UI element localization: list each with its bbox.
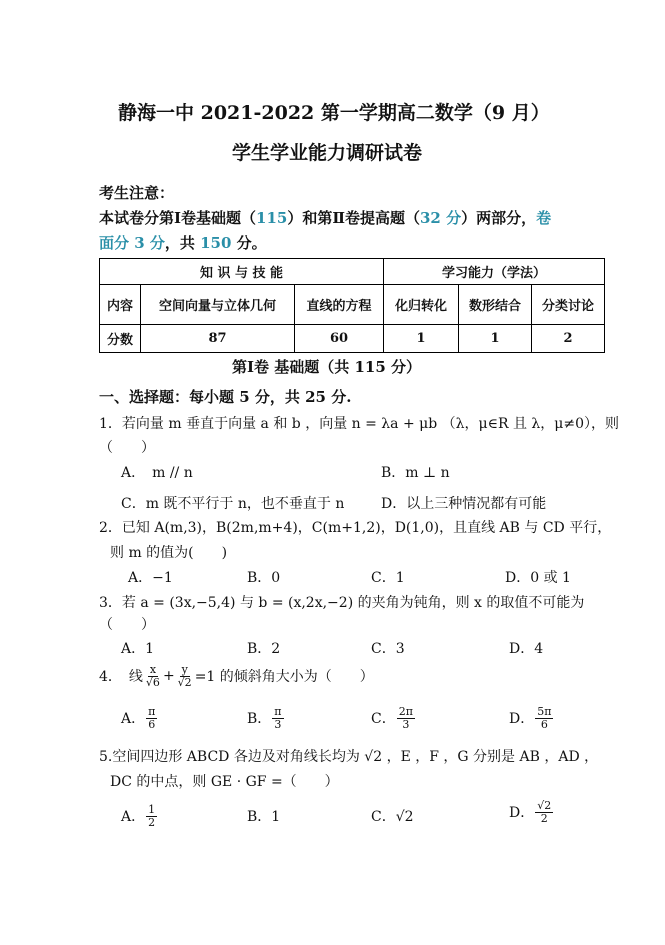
fraction-denominator: 3 xyxy=(402,717,410,731)
fraction-numerator: π xyxy=(274,705,282,718)
table-group-header: 知 识 与 技 能 xyxy=(100,259,384,285)
question-4-option-a xyxy=(121,706,158,730)
question-1-option-a: A． m // n xyxy=(121,465,193,481)
question-3-option-a: A．1 xyxy=(121,641,155,657)
notice-highlight: 32 分 xyxy=(420,209,462,227)
question-3-stem: 3．若 a = (3x,−5,4) 与 b = (x,2x,−2) 的夹角为钝角，则 x 的取值不可能为 xyxy=(99,595,585,611)
table-cell: 1 xyxy=(384,325,459,353)
table-column-header: 数形结合 xyxy=(459,285,532,325)
question-2-stem-cont: 则 m 的值为( ) xyxy=(110,545,228,561)
question-1-option-b: B．m ⊥ n xyxy=(381,465,450,481)
question-4-option-b xyxy=(247,706,285,730)
question-2-option-a: A．−1 xyxy=(128,570,173,586)
question-4-option-c xyxy=(371,706,416,730)
question-5-stem: 5.空间四边形 ABCD 各边及对角线长均为 √2 ，E ，F ，G 分别是 AB ，AD ， xyxy=(99,749,599,765)
fraction-numerator: 2π xyxy=(398,705,413,718)
fraction xyxy=(146,804,157,828)
notice-highlight: 150 xyxy=(200,234,232,252)
notice-heading: 考生注意： xyxy=(99,184,175,202)
fraction-numerator: 5π xyxy=(537,705,552,718)
table-cell: 87 xyxy=(141,325,295,353)
part-heading: 一、选择题：每小题 5 分，共 25 分. xyxy=(99,388,352,406)
question-4-text: =1 的倾斜角大小为（ ） xyxy=(194,669,374,686)
fraction xyxy=(176,664,194,688)
fraction-denominator: 2 xyxy=(148,815,156,829)
option-label: B． xyxy=(247,711,272,728)
fraction-denominator: 2 xyxy=(540,811,548,825)
question-5-option-d xyxy=(509,800,554,824)
fraction xyxy=(397,706,415,730)
fraction-denominator: 3 xyxy=(274,717,282,731)
table-row-header: 分数 xyxy=(100,325,141,353)
notice-line-2 xyxy=(99,232,267,253)
notice-highlight: 卷 xyxy=(536,209,552,227)
question-2-option-b: B．0 xyxy=(247,570,281,586)
fraction-numerator: π xyxy=(148,705,156,718)
option-label: D． xyxy=(509,805,535,822)
fraction xyxy=(146,706,157,730)
score-table xyxy=(99,258,605,353)
page-title: 静海一中 2021-2022 第一学期高二数学（9 月） xyxy=(118,102,550,124)
fraction xyxy=(535,800,553,824)
page-subtitle: 学生学业能力调研试卷 xyxy=(232,142,423,164)
table-column-header: 直线的方程 xyxy=(295,285,384,325)
option-label: D． xyxy=(509,711,535,728)
fraction xyxy=(535,706,553,730)
notice-text: 本试卷分第Ⅰ卷基础题（ xyxy=(99,209,257,227)
notice-text: 分。 xyxy=(231,234,267,252)
question-5-option-a xyxy=(121,804,158,828)
notice-text: ）和第Ⅱ卷提高题（ xyxy=(287,209,420,227)
question-1-option-d: D．以上三种情况都有可能 xyxy=(381,496,547,512)
notice-highlight: 115 xyxy=(256,209,288,227)
question-5-stem-cont: DC 的中点，则 GE · GF =（ ） xyxy=(110,774,339,790)
table-column-header: 分类讨论 xyxy=(532,285,605,325)
notice-highlight: 面分 3 分 xyxy=(99,234,165,252)
fraction-denominator: √2 xyxy=(177,675,192,689)
table-column-header: 空间向量与立体几何 xyxy=(141,285,295,325)
question-1-stem: 1．若向量 m 垂直于向量 a 和 b ，向量 n = λa + μb （λ，μ∈R 且 λ，μ≠0），则 xyxy=(99,416,620,432)
notice-text: ）两部分， xyxy=(461,209,537,227)
question-4-stem xyxy=(99,664,374,688)
question-4-text: 4． 线 xyxy=(99,669,143,686)
fraction-numerator: √2 xyxy=(537,799,552,812)
question-2-option-c: C．1 xyxy=(371,570,405,586)
table-cell: 60 xyxy=(295,325,384,353)
fraction xyxy=(144,664,162,688)
question-3-paren: （ ） xyxy=(99,617,155,633)
notice-text: ，共 xyxy=(164,234,201,252)
table-group-header: 学习能力（学法） xyxy=(384,259,605,285)
option-label: C． xyxy=(371,711,396,728)
question-1-option-c: C．m 既不平行于 n，也不垂直于 n xyxy=(121,496,345,512)
table-cell: 2 xyxy=(532,325,605,353)
notice-line-1 xyxy=(99,207,551,228)
fraction-denominator: 6 xyxy=(148,717,156,731)
question-5-option-c: C．√2 xyxy=(371,809,414,825)
table-column-header: 化归转化 xyxy=(384,285,459,325)
fraction-numerator: y xyxy=(181,663,188,676)
section-title: 第Ⅰ卷 基础题（共 115 分） xyxy=(232,358,421,376)
question-4-option-d xyxy=(509,706,554,730)
question-3-option-d: D．4 xyxy=(509,641,544,657)
fraction-denominator: 6 xyxy=(540,717,548,731)
table-cell: 1 xyxy=(459,325,532,353)
plus-sign: + xyxy=(162,668,175,685)
table-row-header: 内容 xyxy=(100,285,141,325)
fraction xyxy=(272,706,283,730)
question-3-option-b: B．2 xyxy=(247,641,281,657)
question-2-option-d: D．0 或 1 xyxy=(505,570,571,586)
fraction-numerator: 1 xyxy=(148,803,156,816)
option-label: A． xyxy=(121,711,146,728)
fraction-numerator: x xyxy=(149,663,157,676)
fraction-denominator: √6 xyxy=(145,675,160,689)
option-label: A． xyxy=(121,809,146,826)
question-3-option-c: C．3 xyxy=(371,641,405,657)
question-2-stem: 2．已知 A(m,3)，B(2m,m+4)，C(m+1,2)，D(1,0)，且直线 AB 与 CD 平行， xyxy=(99,520,612,536)
question-5-option-b: B．1 xyxy=(247,809,281,825)
question-1-paren: （ ） xyxy=(99,440,155,456)
